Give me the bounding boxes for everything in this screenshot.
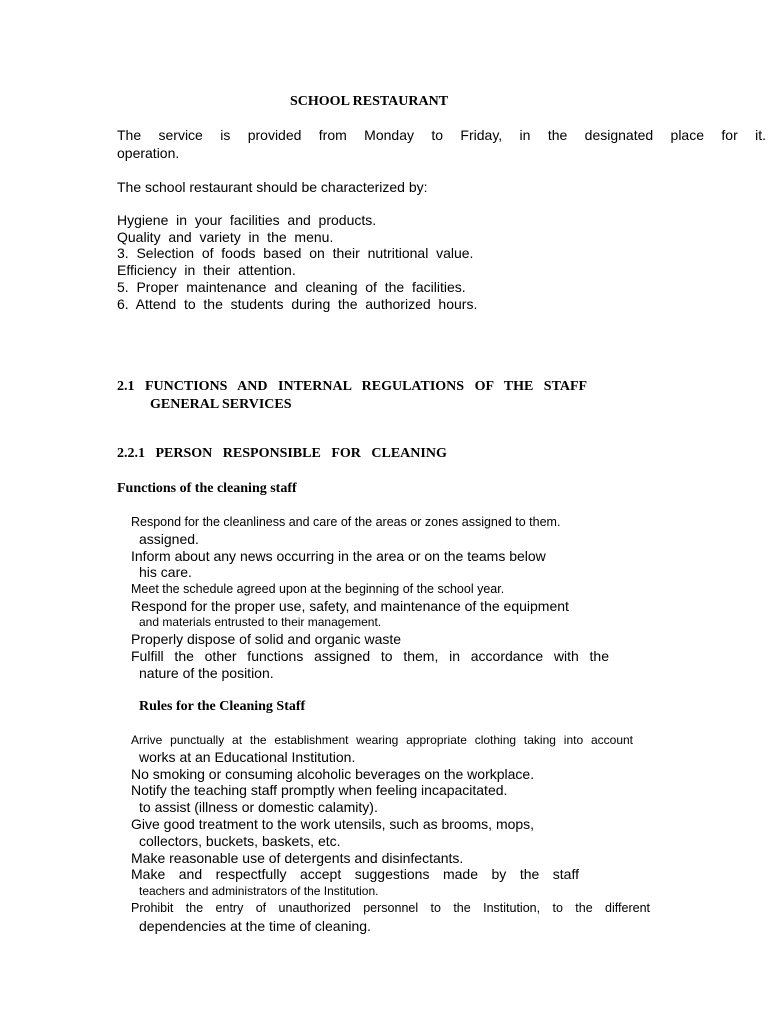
characterized-text: The school restaurant should be characterized by: (117, 179, 428, 195)
page-title: SCHOOL RESTAURANT (290, 94, 449, 109)
list-item-text: Meet the schedule agreed upon at the beginning of the school year. (131, 582, 505, 596)
list-item (117, 598, 569, 615)
list-item-text: Properly dispose of solid and organic waste (131, 631, 402, 647)
list-item (117, 766, 534, 783)
list-item-continuation: and materials entrusted to their management. (139, 615, 382, 629)
list-item-continuation: works at an Educational Institution. (139, 749, 356, 765)
list-item (117, 900, 650, 917)
list-item (117, 866, 579, 883)
list-item-continuation: assigned. (139, 531, 199, 547)
list-item: Quality and variety in the menu. (117, 229, 334, 245)
list-item-text: Make reasonable use of detergents and disinfectants. (131, 850, 464, 866)
list-item-text: Give good treatment to the work utensils, such as brooms, mops, (131, 816, 535, 832)
list-item-continuation: his care. (139, 564, 192, 580)
functions-heading: Functions of the cleaning staff (117, 481, 297, 496)
list-item (117, 816, 534, 833)
list-item-text: Fulfill the other functions assigned to them, in accordance with the (131, 648, 609, 664)
intro-line-2: operation. (117, 145, 180, 161)
list-item-continuation: nature of the position. (139, 665, 274, 681)
rules-heading: Rules for the Cleaning Staff (139, 699, 306, 714)
list-item-text: Respond for the cleanliness and care of the areas or zones assigned to them. (131, 515, 561, 529)
list-item-continuation: dependencies at the time of cleaning. (139, 918, 371, 934)
list-item: Hygiene in your facilities and products. (117, 212, 377, 228)
section-heading-2-1: 2.1 FUNCTIONS AND INTERNAL REGULATIONS OF THE STAFF (117, 379, 588, 394)
list-item-text: Notify the teaching staff promptly when feeling incapacitated. (131, 782, 508, 798)
list-item-text: No smoking or consuming alcoholic beverages on the workplace. (131, 766, 535, 782)
list-item-continuation: collectors, buckets, baskets, etc. (139, 833, 341, 849)
list-item (117, 850, 463, 867)
list-item: 6. Attend to the students during the authorized hours. (117, 296, 478, 312)
section-heading-2-1-cont: GENERAL SERVICES (150, 397, 292, 412)
list-item (117, 548, 546, 565)
list-item: 3. Selection of foods based on their nutritional value. (117, 245, 474, 261)
list-item (117, 581, 504, 598)
list-item-text: Inform about any news occurring in the area or on the teams below (131, 548, 546, 564)
list-item-text: Respond for the proper use, safety, and maintenance of the equipment (131, 598, 569, 614)
intro-line-1: The service is provided from Monday to Friday, in the designated place for it. (117, 127, 766, 143)
list-item (117, 631, 401, 648)
list-item-continuation: teachers and administrators of the Institution. (139, 884, 379, 898)
list-item (117, 782, 507, 799)
list-item-text: Make and respectfully accept suggestions made by the staff (131, 866, 579, 882)
section-heading-2-2-1: 2.2.1 PERSON RESPONSIBLE FOR CLEANING (117, 446, 447, 461)
list-item (117, 732, 633, 749)
list-item-text: Prohibit the entry of unauthorized personnel to the Institution, to the different (131, 901, 650, 915)
list-item: Efficiency in their attention. (117, 262, 296, 278)
list-item-continuation: to assist (illness or domestic calamity). (139, 799, 378, 815)
list-item: 5. Proper maintenance and cleaning of the facilities. (117, 279, 466, 295)
list-item (117, 514, 560, 531)
list-item-text: Arrive punctually at the establishment wearing appropriate clothing taking into account (131, 733, 633, 747)
list-item (117, 648, 609, 665)
